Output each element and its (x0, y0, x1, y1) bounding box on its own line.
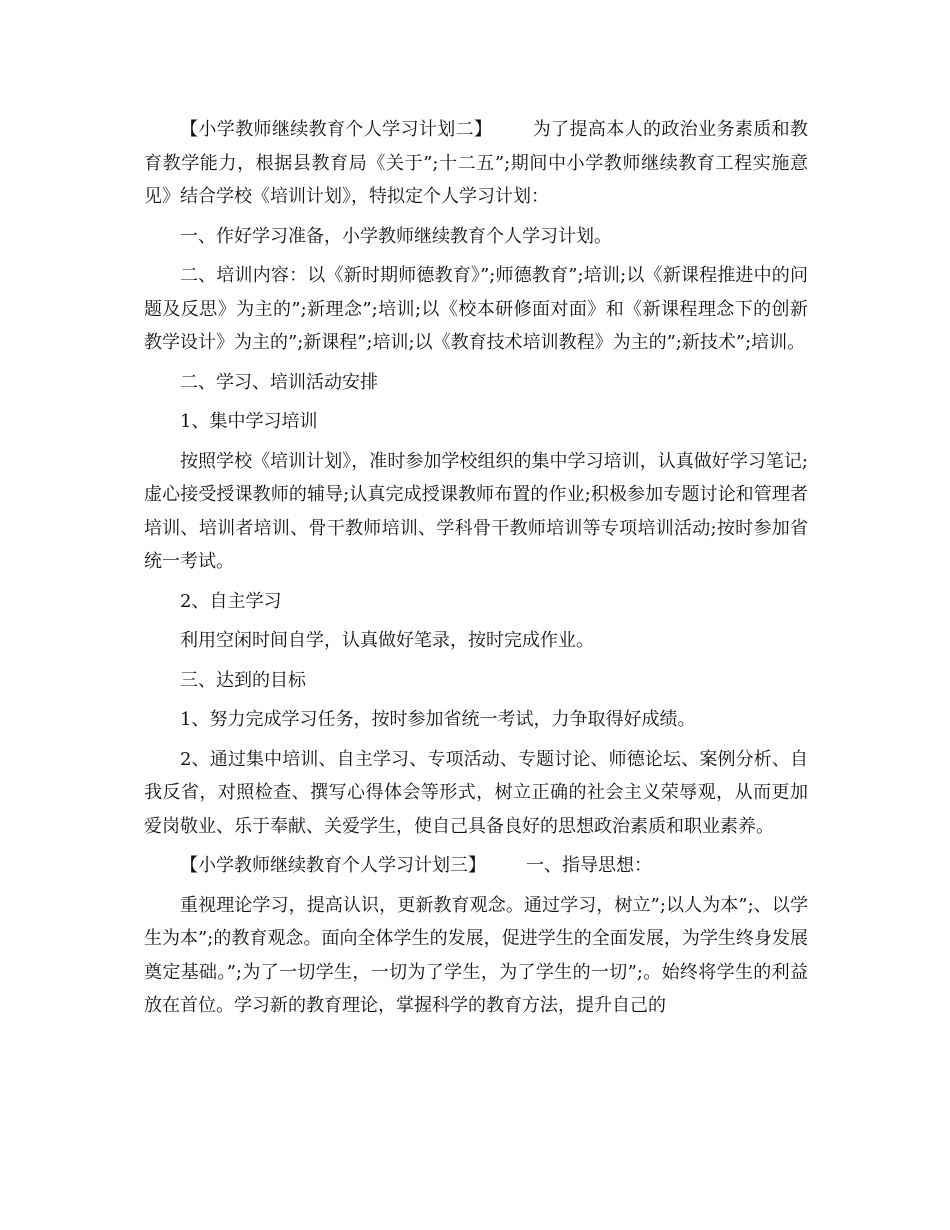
paragraph-4: 二、学习、培训活动安排 (180, 371, 378, 393)
paragraph-10: 1、努力完成学习任务，按时参加省统一考试，力争取得好成绩。 (180, 709, 696, 730)
paragraph-8: 利用空闲时间自学，认真做好笔录，按时完成作业。 (180, 630, 594, 651)
paragraph-3: 二、培训内容：以《新时期师德教育》”;师德教育”;培训;以《新课程推进中的问题及反思》为主的”;新理念”;培训;以《校本研修面对面》和《新课程理念下的创新教学设计》为主的”;新课程”;培训;以《教育技术培训教程》为主的”;新技术”;培训。 (144, 265, 808, 353)
paragraph-9: 三、达到的目标 (180, 669, 306, 691)
paragraph-1 (144, 113, 808, 214)
paragraph-5: 1、集中学习培训 (180, 411, 318, 432)
document-body (144, 113, 808, 1029)
paragraph-text: 为了提高本人的政治业务素质和教育教学能力，根据县教育局《关于”;十二五”;期间中小学教师继续教育工程实施意见》结合学校《培训计划》，特拟定个人学习计划： (144, 119, 808, 207)
paragraph-6: 按照学校《培训计划》，准时参加学校组织的集中学习培训，认真做好学习笔记;虚心接受授课教师的辅导;认真完成授课教师布置的作业;积极参加专题讨论和管理者培训、培训者培训、骨干教师培训、学科骨干教师培训等专项培训活动;按时参加省统一考试。 (144, 450, 808, 572)
section-title: 【小学教师继续教育个人学习计划二】 (180, 119, 493, 140)
paragraph-12 (144, 849, 808, 883)
paragraph-2: 一、作好学习准备，小学教师继续教育个人学习计划。 (180, 225, 612, 247)
paragraph-text: 一、指导思想： (526, 855, 652, 876)
section-title: 【小学教师继续教育个人学习计划三】 (180, 855, 486, 876)
paragraph-13: 重视理论学习，提高认识，更新教育观念。通过学习，树立”;以人为本”;、以学生为本”;的教育观念。面向全体学生的发展，促进学生的全面发展，为学生终身发展奠定基础。”;为了一切学生，一切为了学生，为了学生的一切”;。始终将学生的利益放在首位。学习新的教育理论，掌握科学的教育方法，提升自己的 (144, 894, 808, 1016)
paragraph-7: 2、自主学习 (180, 590, 282, 612)
paragraph-11: 2、通过集中培训、自主学习、专项活动、专题讨论、师德论坛、案例分析、自我反省，对照检查、撰写心得体会等形式，树立正确的社会主义荣辱观，从而更加爱岗敬业、乐于奉献、关爱学生，使自己具备良好的思想政治素质和职业素养。 (144, 748, 808, 837)
